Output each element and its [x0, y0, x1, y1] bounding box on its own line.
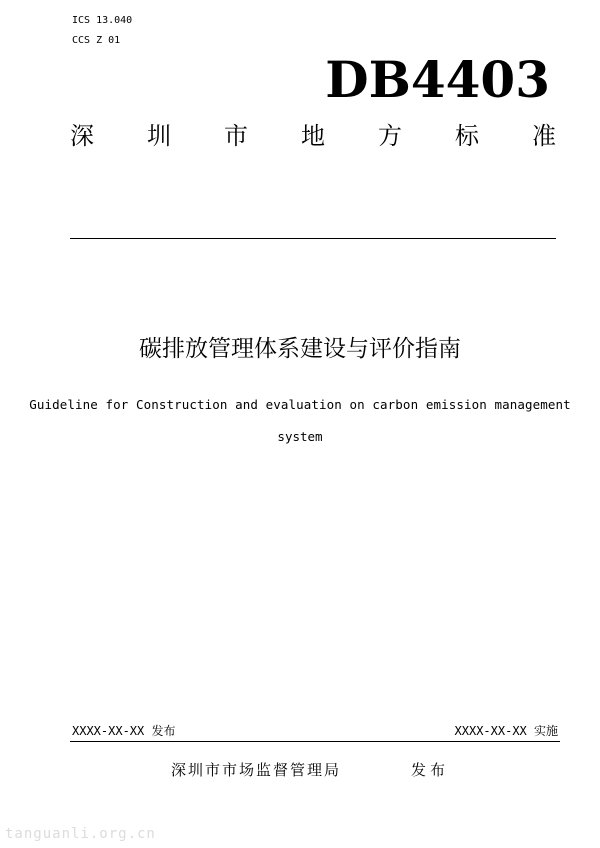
- issuing-authority: 深圳市市场监督管理局: [171, 761, 342, 779]
- standard-type-char: 深: [70, 122, 94, 150]
- standard-type-char: 圳: [147, 122, 171, 150]
- publish-date: XXXX-XX-XX 发布: [72, 724, 176, 738]
- standard-type-char: 市: [224, 122, 248, 150]
- standard-code: DB4403: [325, 50, 550, 109]
- standard-type-char: 标: [455, 122, 479, 150]
- standard-type-char: 地: [301, 122, 325, 150]
- watermark: tanguanli.org.cn: [5, 826, 156, 842]
- document-title-english-line2: system: [277, 429, 323, 444]
- issue-label: 发布: [411, 761, 450, 779]
- ics-code: ICS 13.040: [72, 15, 133, 26]
- standard-type: [70, 116, 556, 151]
- footer-divider: [70, 741, 560, 742]
- standard-type-char: 准: [532, 122, 556, 150]
- standard-type-char: 方: [378, 122, 402, 150]
- document-title-chinese: 碳排放管理体系建设与评价指南: [139, 336, 461, 362]
- document-title-english-line1: Guideline for Construction and evaluation on carbon emission management: [29, 397, 571, 412]
- ccs-code: CCS Z 01: [72, 35, 121, 46]
- implement-date: XXXX-XX-XX 实施: [454, 724, 558, 738]
- header-divider: [70, 238, 556, 239]
